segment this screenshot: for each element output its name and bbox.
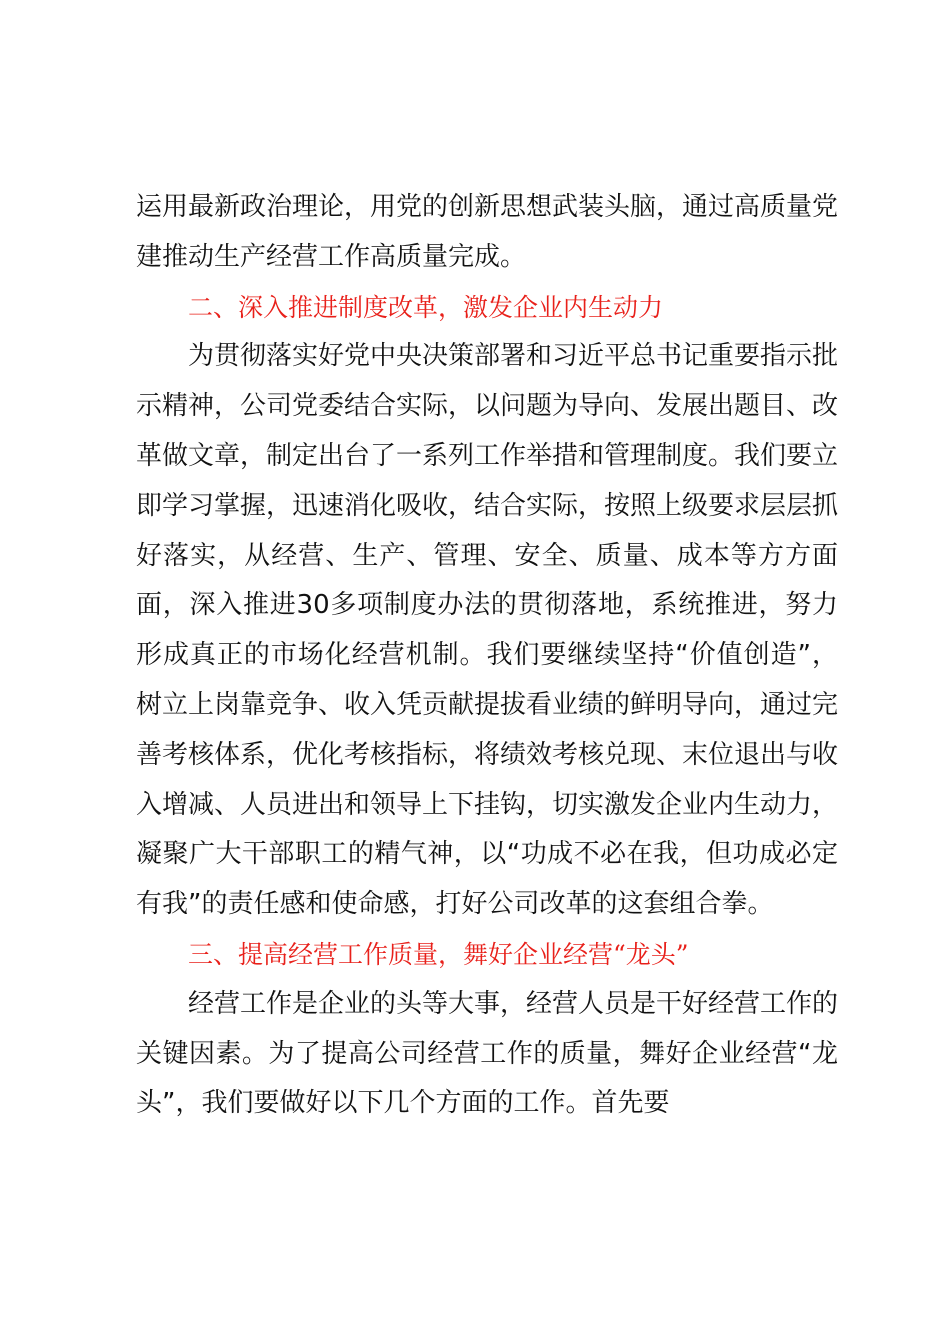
document-body bbox=[136, 183, 838, 1129]
body-paragraph: 运用最新政治理论，用党的创新思想武装头脑，通过高质量党建推动生产经营工作高质量完成。 bbox=[136, 192, 839, 272]
section-heading: 二、深入推进制度改革，激发企业内生动力 bbox=[188, 292, 664, 322]
body-paragraph: 经营工作是企业的头等大事，经营人员是干好经营工作的关键因素。为了提高公司经营工作的质量，舞好企业经营“龙头”，我们要做好以下几个方面的工作。首先要 bbox=[136, 988, 839, 1119]
section-heading: 三、提高经营工作质量，舞好企业经营“龙头” bbox=[188, 939, 689, 969]
body-paragraph: 为贯彻落实好党中央决策部署和习近平总书记重要指示批示精神，公司党委结合实际，以问题为导向、发展出题目、改革做文章，制定出台了一系列工作举措和管理制度。我们要立即学习掌握，迅速消化吸收，结合实际，按照上级要求层层抓好落实，从经营、生产、管理、安全、质量、成本等方方面面，深入推进30多项制度办法的贯彻落地，系统推进，努力形成真正的市场化经营机制。我们要继续坚持“价值创造”，树立上岗靠竞争、收入凭贡献提拔看业绩的鲜明导向，通过完善考核体系，优化考核指标，将绩效考核兑现、末位退出与收入增减、人员进出和领导上下挂钩，切实激发企业内生动力，凝聚广大干部职工的精气神，以“功成不必在我，但功成必定有我”的责任感和使命感，打好公司改革的这套组合拳。 bbox=[136, 341, 839, 920]
